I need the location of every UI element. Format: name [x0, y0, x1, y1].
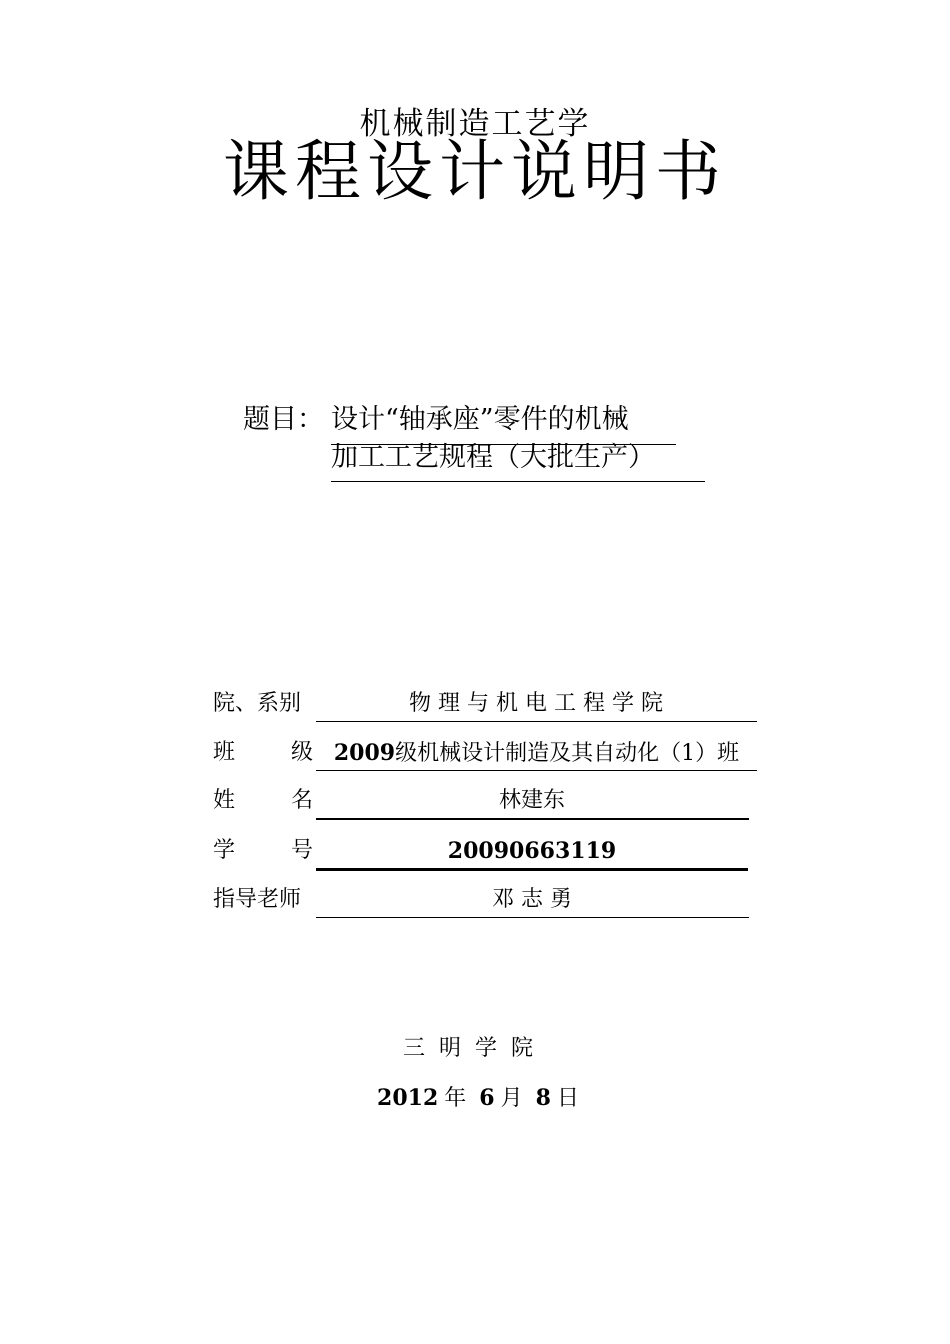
- name-label-char-2: 名: [290, 788, 313, 813]
- topic-label: 题目：: [243, 404, 324, 435]
- date-day: 8: [535, 1085, 551, 1111]
- class-underline: [316, 770, 757, 771]
- topic-underline-2: [331, 481, 705, 482]
- school-name: 三明学院: [402, 1036, 547, 1061]
- class-major: 级机械设计制造及其自动化（1）班: [395, 741, 740, 766]
- class-year: 2009: [333, 740, 396, 766]
- advisor-underline: [316, 917, 749, 918]
- date-month: 6: [479, 1085, 495, 1111]
- name-label-char-1: 姓: [213, 788, 236, 813]
- class-label-char-2: 级: [290, 740, 313, 765]
- class-label-char-1: 班: [213, 740, 236, 765]
- date-year: 2012: [377, 1085, 439, 1111]
- document-subtitle: 机械制造工艺学: [359, 106, 591, 142]
- advisor-value: 邓 志 勇: [492, 887, 572, 912]
- document-title: 课程设计说明书: [223, 133, 727, 210]
- student-id-label-char-2: 号: [290, 838, 313, 863]
- student-id-underline: [316, 868, 748, 871]
- class-value: [316, 738, 757, 769]
- department-value: 物 理 与 机 电 工 程 学 院: [409, 691, 663, 716]
- date-line: [0, 1082, 950, 1115]
- date-day-unit: 日: [556, 1086, 579, 1111]
- name-label: [213, 786, 313, 816]
- student-id-value: 20090663119: [447, 838, 617, 864]
- class-label: [213, 738, 313, 768]
- topic-text-line2: 加工工艺规程（大批生产）: [331, 442, 655, 473]
- topic-text-line1: 设计“轴承座”零件的机械: [331, 404, 629, 435]
- department-label: 院、系别: [213, 691, 302, 716]
- student-id-label: [213, 836, 313, 866]
- department-underline: [316, 721, 757, 722]
- name-underline: [316, 818, 749, 820]
- student-id-label-char-1: 学: [213, 838, 236, 863]
- name-value: 林建东: [498, 788, 565, 813]
- date-month-unit: 月: [500, 1086, 523, 1111]
- advisor-label: 指导老师: [213, 887, 302, 912]
- date-year-unit: 年: [444, 1086, 467, 1111]
